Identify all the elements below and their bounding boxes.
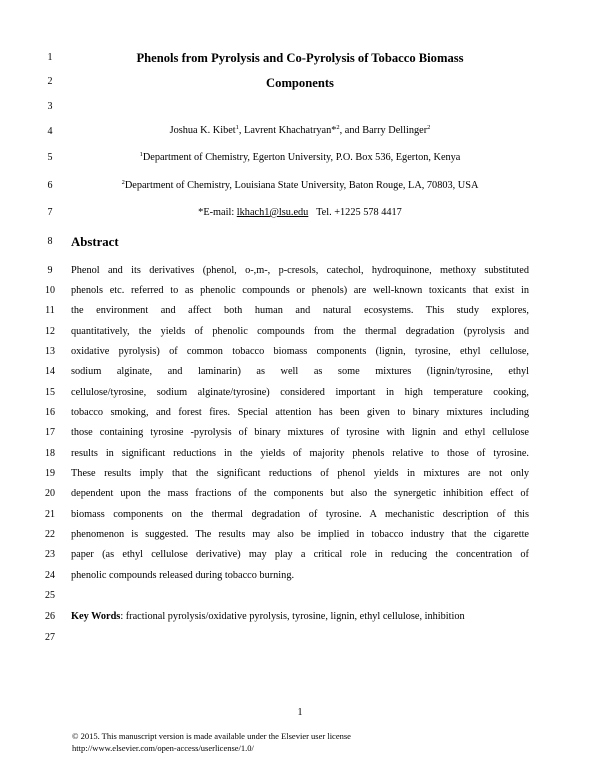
- abstract-line: quantitatively, the yields of phenolic compounds from the thermal degradation (pyrolysis and: [71, 326, 529, 337]
- page-number: 1: [297, 707, 303, 718]
- abstract-line: those containing tyrosine -pyrolysis of binary mixtures of tyrosine with lignin and ethyl cellulose: [71, 427, 529, 438]
- line-number: 4: [47, 126, 53, 137]
- license-notice: © 2015. This manuscript version is made available under the Elsevier user license: [72, 731, 351, 741]
- line-number: 15: [45, 387, 55, 398]
- line-number: 23: [45, 549, 55, 560]
- line-number: 11: [45, 305, 55, 316]
- abstract-line: biomass components on the thermal degradation of tyrosine. A mechanistic description of this: [71, 509, 529, 520]
- abstract-line: sodium alginate, and laminarin) as well as some mixtures (lignin/tyrosine, ethyl: [71, 366, 529, 377]
- paper-title: Phenols from Pyrolysis and Co-Pyrolysis of Tobacco Biomass: [136, 51, 464, 65]
- line-number: 7: [47, 207, 53, 218]
- abstract-line: Phenol and its derivatives (phenol, o-,m-, p-cresols, catechol, hydroquinone, methoxy substituted: [71, 265, 529, 276]
- line-number: 9: [47, 265, 53, 276]
- line-number: 2: [47, 76, 53, 87]
- affiliation-text: Department of Chemistry, Egerton University, P.O. Box 536, Egerton, Kenya: [142, 152, 461, 163]
- line-number: 6: [47, 180, 53, 191]
- affiliation-marker: 1: [235, 124, 239, 131]
- line-number: 17: [45, 427, 55, 438]
- line-number: 19: [45, 468, 55, 479]
- line-number: 27: [45, 632, 55, 643]
- author-name: Joshua K. Kibet: [169, 125, 236, 136]
- line-number: 21: [45, 509, 55, 520]
- abstract-line: phenolic compounds released during tobacco burning.: [71, 570, 295, 581]
- line-number: 1: [47, 52, 53, 63]
- line-number: 18: [45, 448, 55, 459]
- line-number: 26: [45, 611, 55, 622]
- keywords-label: Key Words: [71, 611, 121, 622]
- license-url[interactable]: http://www.elsevier.com/open-access/userlicense/1.0/: [72, 743, 254, 753]
- line-number: 10: [45, 285, 55, 296]
- contact-line: [70, 207, 530, 219]
- line-number: 3: [47, 101, 53, 112]
- abstract-line: paper (as ethyl cellulose derivative) may play a critical role in reducing the concentration of: [71, 549, 529, 560]
- line-number: 24: [45, 570, 55, 581]
- affiliation-marker: 1: [139, 151, 143, 158]
- abstract-line: the environment and affect both human and natural ecosystems. This study explores,: [71, 305, 529, 316]
- abstract-line: These results imply that the significant reductions of phenol yields in mixtures are not only: [71, 468, 529, 479]
- email-label: *E-mail:: [198, 207, 237, 218]
- abstract-line: tobacco smoking, and forest fires. Special attention has been given to binary mixtures including: [71, 407, 529, 418]
- keywords: [71, 611, 465, 623]
- abstract-line: cellulose/tyrosine, sodium alginate/tyrosine) considered important in high temperature cooking,: [71, 387, 529, 398]
- affiliation-marker: 2: [121, 179, 125, 186]
- affiliation-marker: 2: [427, 124, 431, 131]
- author-name: , Lavrent Khachatryan*: [238, 125, 337, 136]
- affiliation: [70, 180, 530, 192]
- line-number: 14: [45, 366, 55, 377]
- abstract-line: phenomenon is suggested. The results may also be implied in tobacco industry that the cigarette: [71, 529, 529, 540]
- line-number: 22: [45, 529, 55, 540]
- email-link[interactable]: lkhach1@lsu.edu: [236, 207, 309, 218]
- line-number: 16: [45, 407, 55, 418]
- abstract-line: dependent upon the mass fractions of the components but also the synergetic inhibition effect of: [71, 488, 529, 499]
- line-number: 20: [45, 488, 55, 499]
- keywords-text: : fractional pyrolysis/oxidative pyrolysis, tyrosine, lignin, ethyl cellulose, inhibition: [120, 611, 465, 622]
- abstract-line: results in significant reductions in the yields of majority phenols relative to those of tyrosine.: [71, 448, 529, 459]
- author-name: , and Barry Dellinger: [339, 125, 428, 136]
- line-number: 5: [47, 152, 53, 163]
- affiliation-text: Department of Chemistry, Louisiana State University, Baton Rouge, LA, 70803, USA: [124, 180, 479, 191]
- abstract-heading: Abstract: [71, 235, 119, 249]
- author-list: [70, 125, 530, 137]
- line-number: 13: [45, 346, 55, 357]
- line-number: 25: [45, 590, 55, 601]
- affiliation: [70, 152, 530, 164]
- line-number: 8: [47, 236, 53, 247]
- affiliation-marker: 2: [336, 124, 340, 131]
- telephone: Tel. +1225 578 4417: [316, 207, 402, 218]
- paper-title-continued: Components: [266, 76, 334, 90]
- line-number: 12: [45, 326, 55, 337]
- abstract-line: phenols etc. referred to as phenolic compounds or phenols) are well-known toxicants that exist in: [71, 285, 529, 296]
- abstract-line: oxidative pyrolysis) of common tobacco biomass components (lignin, tyrosine, ethyl cellulose,: [71, 346, 529, 357]
